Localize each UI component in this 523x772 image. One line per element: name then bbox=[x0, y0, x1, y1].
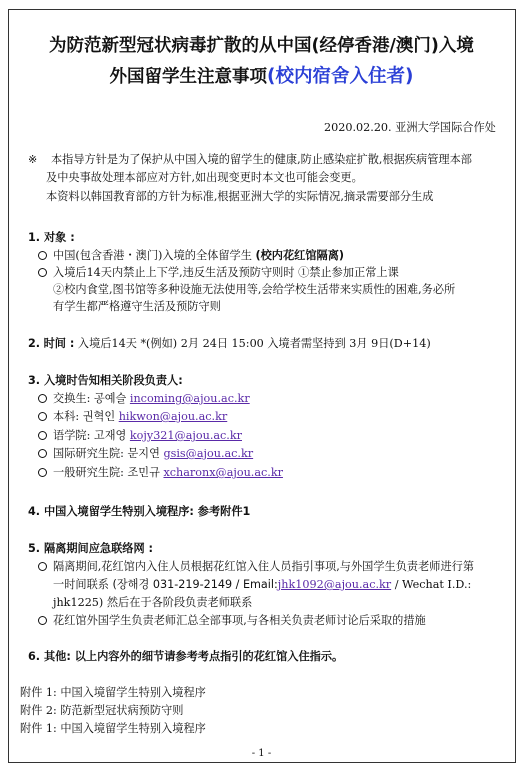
section-5-item-1 bbox=[38, 560, 474, 574]
section-1-heading bbox=[28, 231, 75, 245]
contact-row bbox=[38, 447, 253, 461]
contact-name: 문지연 bbox=[127, 447, 160, 460]
contact-email-link[interactable]: hikwon@ajou.ac.kr bbox=[118, 410, 228, 423]
contact-name: 고재영 bbox=[93, 429, 127, 442]
contact-row bbox=[38, 410, 227, 424]
section-5-contact-pre: 一时间联系 (장해경 031-219-2149 / Email: bbox=[53, 578, 278, 591]
section-5-number: 5. bbox=[28, 542, 41, 555]
section-4-heading bbox=[28, 505, 250, 519]
section-1-item-1 bbox=[38, 249, 344, 263]
section-3-heading bbox=[28, 374, 183, 388]
attachment-item: 附件 1: 中国入境留学生特别入境程序 bbox=[20, 722, 206, 735]
section-2 bbox=[28, 337, 431, 351]
contact-email-link[interactable]: kojy321@ajou.ac.kr bbox=[129, 429, 242, 442]
section-5-contact-post: / Wechat I.D.: bbox=[391, 578, 472, 591]
contact-email-link[interactable]: gsis@ajou.ac.kr bbox=[163, 447, 254, 460]
section-1-item-2-line-2: ②校内食堂,图书馆等多种设施无法使用等,会给学校生活带来实质性的困难,务必所 bbox=[53, 283, 456, 296]
title-line-2 bbox=[0, 62, 523, 88]
title-line-2-prefix: 外国留学生注意事项 bbox=[109, 67, 268, 87]
contact-row bbox=[38, 392, 250, 406]
contact-email-link[interactable]: incoming@ajou.ac.kr bbox=[129, 392, 250, 405]
attachment-item: 附件 2: 防范新型冠状病预防守则 bbox=[20, 704, 184, 717]
contact-dept: 交换生: bbox=[53, 392, 91, 405]
bullet-circle-icon bbox=[38, 412, 47, 421]
contact-dept: 一般研究生院: bbox=[53, 466, 124, 479]
bullet-circle-icon bbox=[38, 468, 47, 477]
notice-mark: ※ bbox=[28, 153, 38, 166]
bullet-circle-icon bbox=[38, 251, 47, 260]
contact-name: 권혁인 bbox=[82, 410, 116, 423]
section-3-number: 3. bbox=[28, 374, 41, 387]
bullet-circle-icon bbox=[38, 562, 47, 571]
section-5-item-2 bbox=[38, 614, 426, 628]
section-5-heading bbox=[28, 542, 153, 556]
page-number: - 1 - bbox=[251, 748, 272, 759]
contact-dept: 国际研究生院: bbox=[53, 447, 124, 460]
section-6-heading bbox=[28, 650, 343, 664]
section-5-title: 隔离期间应急联络网 : bbox=[43, 542, 154, 555]
contact-row bbox=[38, 466, 283, 480]
contact-dept: 语学院: bbox=[53, 429, 91, 442]
section-2-text: 入境后14天 *(例如) 2月 24日 15:00 入境者需坚持到 3月 9日(D+14) bbox=[77, 337, 431, 350]
title-line-1: 为防范新型冠状病毒扩散的从中国(经停香港/澳门)入境 bbox=[49, 36, 474, 56]
section-5-item-1-line-3: jhk1225) 然后在于各阶段负责老师联系 bbox=[53, 596, 253, 609]
contact-row bbox=[38, 429, 242, 443]
section-5-email-link[interactable]: jhk1092@ajou.ac.kr bbox=[277, 578, 392, 591]
section-1-item-1-text: 中国(包含香港・澳门)入境的全体留学生 bbox=[53, 249, 252, 262]
section-1-item-2 bbox=[38, 266, 399, 280]
section-6-title: 其他: 以上内容外的细节请参考考点指引的花红馆入住指示。 bbox=[43, 650, 344, 663]
contact-name: 조민규 bbox=[127, 466, 160, 479]
section-2-title: 时间 : bbox=[43, 337, 75, 350]
contact-email-link[interactable]: xcharonx@ajou.ac.kr bbox=[163, 466, 283, 479]
bullet-circle-icon bbox=[38, 616, 47, 625]
section-6-number: 6. bbox=[28, 650, 41, 663]
notice-line-2: 及中央事故处理本部应对方针,如出现变更时本文也可能会变更。 bbox=[46, 171, 363, 184]
notice-line-1 bbox=[28, 153, 472, 167]
section-1-item-1-bold: (校内花红馆隔离) bbox=[255, 249, 345, 262]
section-1-item-2-line-3: 有学生都严格遵守生活及预防守则 bbox=[53, 300, 221, 313]
section-1-title: 对象 : bbox=[43, 231, 75, 244]
notice-line-3: 本资料以韩国教育部的方针为标准,根据亚洲大学的实际情况,摘录需要部分生成 bbox=[46, 190, 434, 203]
bullet-circle-icon bbox=[38, 431, 47, 440]
date-line: 2020.02.20. 亚洲大学国际合作处 bbox=[324, 121, 496, 134]
section-4-title: 中国入境留学生特别入境程序: 参考附件1 bbox=[43, 505, 251, 518]
bullet-circle-icon bbox=[38, 449, 47, 458]
section-2-number: 2. bbox=[28, 337, 41, 350]
notice-text-1: 本指导方针是为了保护从中国入境的留学生的健康,防止感染症扩散,根据疾病管理本部 bbox=[50, 153, 472, 166]
section-5-item-1-line-2 bbox=[53, 578, 471, 592]
contact-name: 공예슬 bbox=[93, 392, 127, 405]
attachment-item: 附件 1: 中国入境留学生特别入境程序 bbox=[20, 686, 206, 699]
section-5-item-2-text: 花红馆外国学生负责老师汇总全部事项,与各相关负责老师讨论后采取的措施 bbox=[53, 614, 426, 627]
bullet-circle-icon bbox=[38, 394, 47, 403]
section-3-title: 入境时告知相关阶段负责人: bbox=[43, 374, 183, 387]
bullet-circle-icon bbox=[38, 268, 47, 277]
section-5-item-1-line-1: 隔离期间,花红馆内入住人员根据花红馆入住人员指引事项,与外国学生负责老师进行第 bbox=[53, 560, 475, 573]
contact-dept: 本科: bbox=[53, 410, 80, 423]
section-1-item-2-line-1: 入境后14天内禁止上下学,违反生活及预防守则时 ①禁止参加正常上课 bbox=[53, 266, 399, 279]
section-1-number: 1. bbox=[28, 231, 41, 244]
title-highlight: (校内宿舍入住者) bbox=[267, 66, 414, 87]
section-4-number: 4. bbox=[28, 505, 41, 518]
